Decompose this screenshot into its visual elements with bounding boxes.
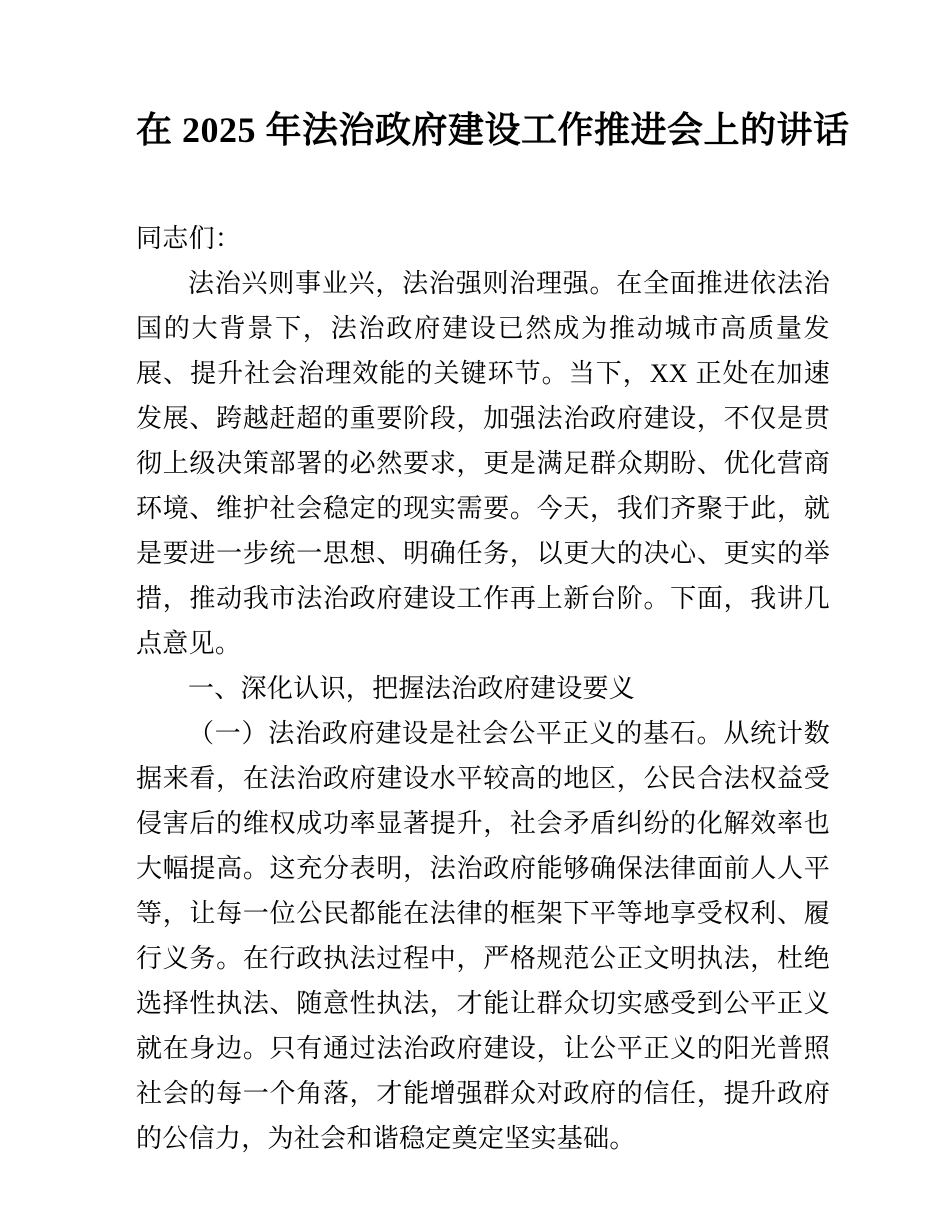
section-heading-1: 一、深化认识，把握法治政府建设要义 — [188, 674, 636, 703]
salutation-line: 同志们： — [136, 224, 242, 253]
paragraph-intro: 法治兴则事业兴，法治强则治理强。在全面推进依法治国的大背景下，法治政府建设已然成为推动城市高质量发展、提升社会治理效能的关键环节。当下，XX 正处在加速发展、跨越赶超的重要阶段，加强法治政府建设，不仅是贯彻上级决策部署的必然要求，更是满足群众期盼、优化营商环境、维护社会稳定的现实需要。今天，我们齐聚于此，就是要进一步统一思想、明确任务，以更大的决心、更实的举措，推动我市法治政府建设工作再上新台阶。下面，我讲几点意见。 — [136, 269, 830, 658]
paragraph-section-1-point-1: （一）法治政府建设是社会公平正义的基石。从统计数据来看，在法治政府建设水平较高的地区，公民合法权益受侵害后的维权成功率显著提升，社会矛盾纠纷的化解效率也大幅提高。这充分表明，法治政府能够确保法律面前人人平等，让每一位公民都能在法律的框架下平等地享受权利、履行义务。在行政执法过程中，严格规范公正文明执法，杜绝选择性执法、随意性执法，才能让群众切实感受到公平正义就在身边。只有通过法治政府建设，让公平正义的阳光普照社会的每一个角落，才能增强群众对政府的信任，提升政府的公信力，为社会和谐稳定奠定坚实基础。 — [136, 719, 830, 1153]
document-body — [136, 216, 830, 1161]
document-title: 在 2025 年法治政府建设工作推进会上的讲话 — [136, 110, 850, 150]
